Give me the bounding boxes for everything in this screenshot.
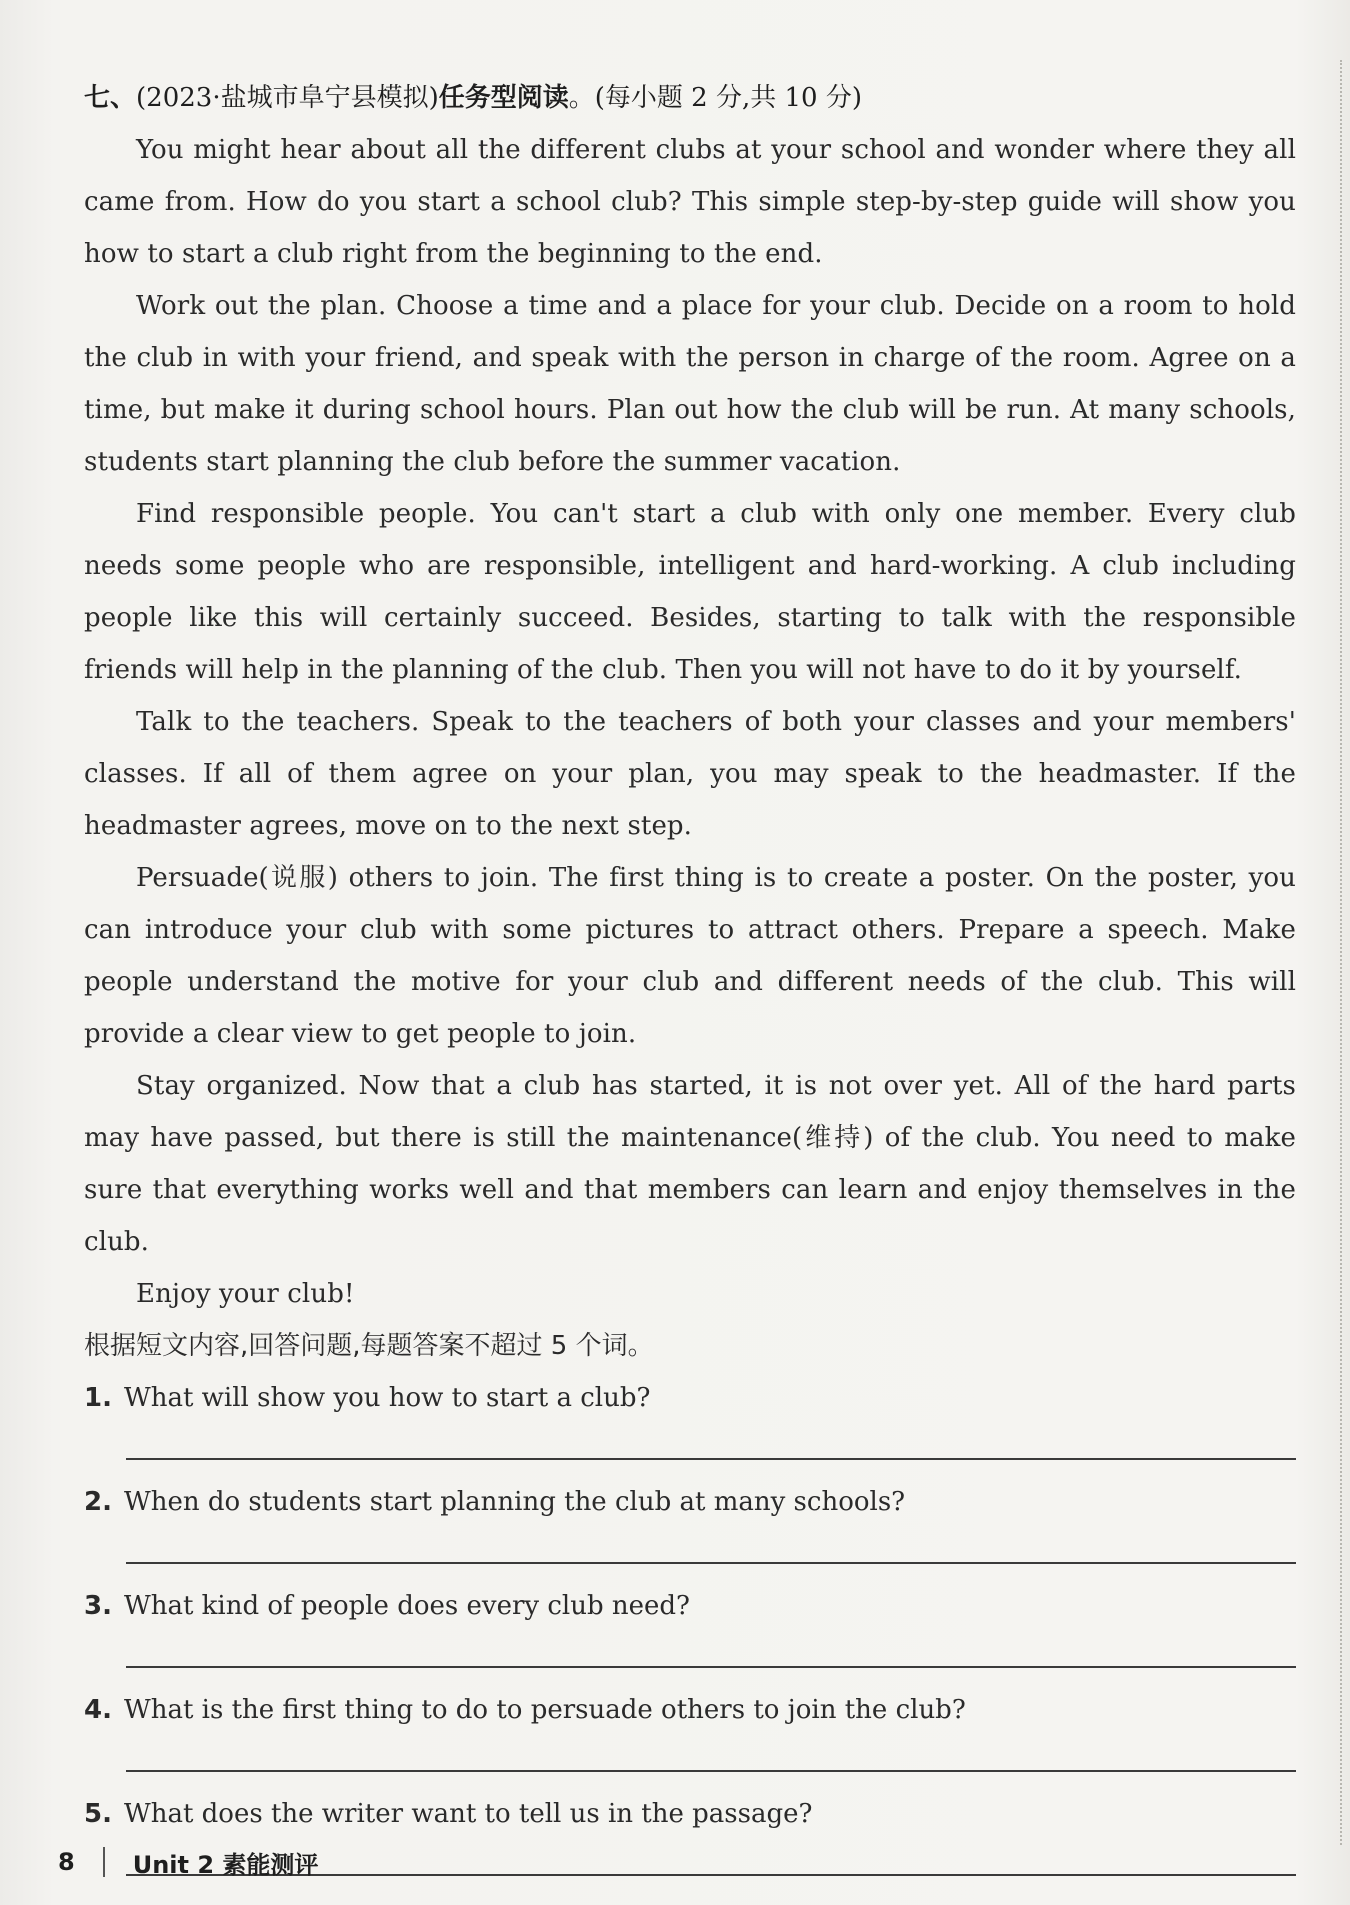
footer-divider — [103, 1847, 105, 1877]
question-number: 4. — [84, 1695, 112, 1725]
answer-line[interactable] — [126, 1458, 1296, 1460]
unit-label: Unit 2 素能测评 — [132, 1850, 319, 1879]
binding-edge — [1340, 60, 1342, 1845]
passage — [84, 124, 1296, 1320]
passage-paragraph: Work out the plan. Choose a time and a place for your club. Decide on a room to hold the club in with your friend, and speak with the person in charge of the room. Agree on a time, but make it during school hours. Plan out how the club will be run. At many schools, students start planning the club before the summer vacation. — [84, 291, 1296, 477]
page-footer — [58, 1842, 318, 1882]
question-item — [84, 1476, 1296, 1580]
passage-paragraph: You might hear about all the different clubs at your school and wonder where they all came from. How do you start a school club? This simple step-by-step guide will show you how to start a club right from the beginning to the end. — [84, 135, 1296, 269]
question-item — [84, 1684, 1296, 1788]
question-number: 1. — [84, 1383, 112, 1413]
passage-paragraph: Find responsible people. You can't start a club with only one member. Every club needs some people who are responsible, intelligent and hard-working. A club including people like this will certainly succeed. Besides, starting to talk with the responsible friends will help in the planning of the club. Then you will not have to do it by yourself. — [84, 499, 1296, 685]
question-number: 2. — [84, 1487, 112, 1517]
question-text: What is the first thing to do to persuade others to join the club? — [123, 1695, 966, 1725]
question-item — [84, 1580, 1296, 1684]
passage-paragraph: Enjoy your club! — [136, 1279, 355, 1309]
question-item — [84, 1372, 1296, 1476]
question-text: What will show you how to start a club? — [123, 1383, 651, 1413]
section-scoring: 。(每小题 2 分,共 10 分) — [568, 83, 863, 113]
answer-line[interactable] — [126, 1562, 1296, 1564]
passage-paragraph: Talk to the teachers. Speak to the teachers of both your classes and your members' classes. If all of them agree on your plan, you may speak to the headmaster. If the headmaster agrees, move on to the next step. — [84, 707, 1296, 841]
answer-line[interactable] — [126, 1666, 1296, 1668]
question-text: When do students start planning the club at many schools? — [123, 1487, 906, 1517]
passage-paragraph: Persuade(说服) others to join. The first thing is to create a poster. On the poster, you can introduce your club with some pictures to attract others. Prepare a speech. Make people understand the motive for your club and different needs of the club. This will provide a clear view to get people to join. — [84, 863, 1296, 1049]
passage-paragraph: Stay organized. Now that a club has started, it is not over yet. All of the hard parts may have passed, but there is still the maintenance(维持) of the club. You need to make sure that everything works well and that members can learn and enjoy themselves in the club. — [84, 1071, 1296, 1257]
answer-line[interactable] — [126, 1770, 1296, 1772]
section-heading — [84, 72, 1296, 124]
section-title: 任务型阅读 — [438, 83, 569, 113]
section-source: (2023·盐城市阜宁县模拟) — [136, 83, 439, 113]
page-number: 8 — [58, 1848, 75, 1876]
reading-section — [84, 72, 1296, 1892]
question-text: What kind of people does every club need? — [123, 1591, 690, 1621]
question-number: 5. — [84, 1799, 112, 1829]
question-list — [84, 1372, 1296, 1892]
question-number: 3. — [84, 1591, 112, 1621]
question-text: What does the writer want to tell us in the passage? — [123, 1799, 813, 1829]
section-number: 七、 — [84, 83, 137, 113]
instructions: 根据短文内容,回答问题,每题答案不超过 5 个词。 — [84, 1331, 654, 1361]
